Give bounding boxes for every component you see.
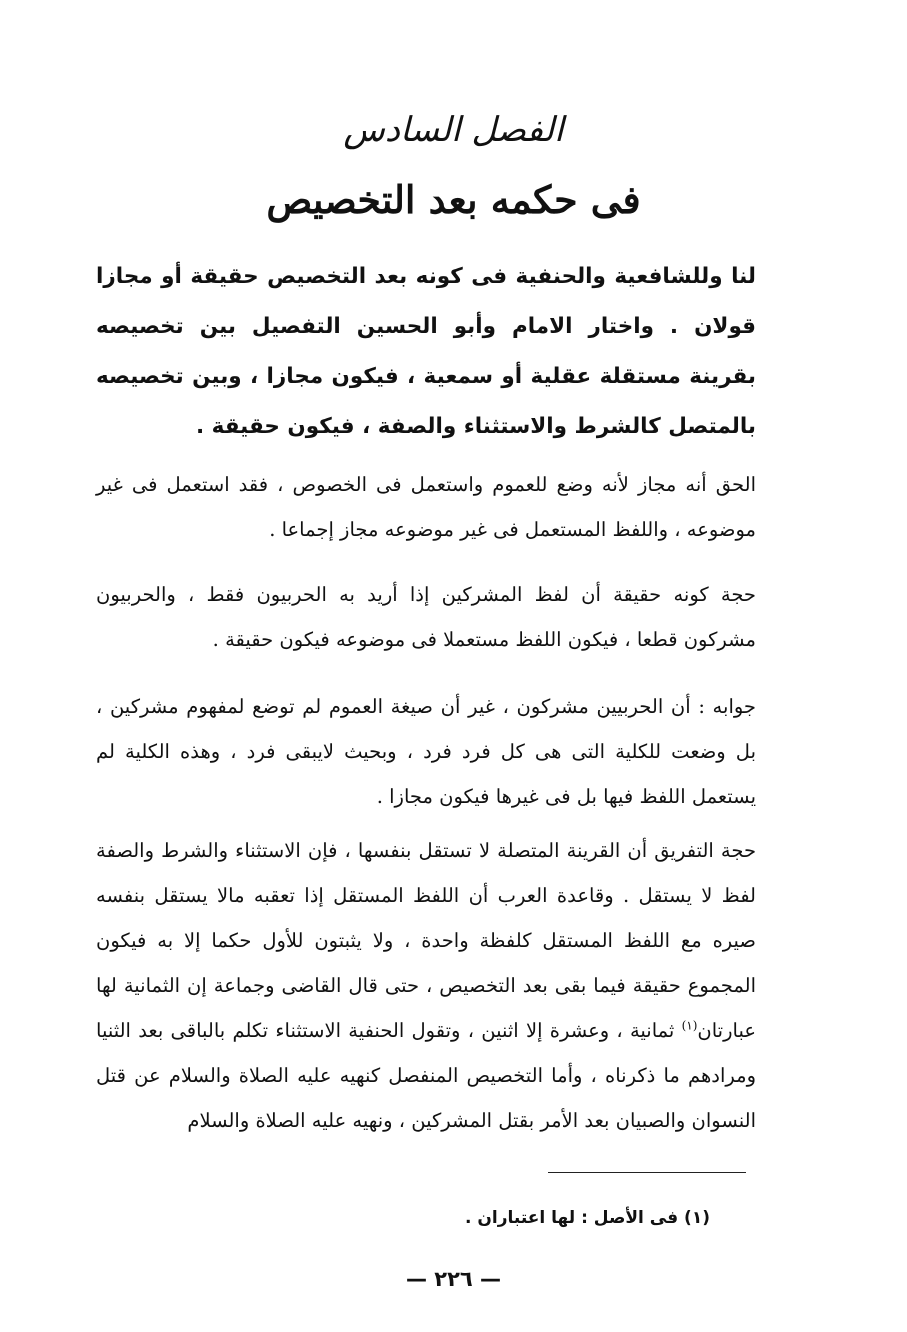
- body-paragraph: الحق أنه مجاز لأنه وضع للعموم واستعمل فى الخصوص ، فقد استعمل فى غير موضوعه ، واللفظ المستعمل فى غير موضوعه مجاز إجماعا .: [96, 473, 756, 541]
- footnote-reference: (١): [681, 1018, 698, 1033]
- chapter-title: الفصل السادس: [343, 110, 564, 150]
- footnote: (١) فى الأصل : لها اعتباران .: [465, 1208, 710, 1228]
- page-number: — ٢٢٦ —: [405, 1267, 502, 1291]
- paragraph-text-before-ref: حجة التفريق أن القرينة المتصلة لا تستقل بنفسها ، فإن الاستثناء والشرط والصفة لفظ لا يستقل . وقاعدة العرب أن اللفظ المستقل إذا تعقبه مالا يستقل بنفسه صيره مع اللفظ المستقل كلفظة واحدة ، ولا يثبتون للأول حكما إلا به فيكون المجموع حقيقة فيما بقى بعد التخصيص ، حتى قال القاضى وجماعة إن الثمانية لها عبارتان: [96, 839, 756, 1042]
- body-paragraph: حجة كونه حقيقة أن لفظ المشركين إذا أريد به الحربيون فقط ، والحربيون مشركون قطعا ، فيكون اللفظ مستعملا فى موضوعه فيكون حقيقة .: [96, 583, 756, 651]
- section-title: فى حكمه بعد التخصيص: [266, 177, 641, 222]
- body-paragraph-last: [96, 828, 756, 1143]
- body-paragraph: جوابه : أن الحربيين مشركون ، غير أن صيغة العموم لم توضع لمفهوم مشركين ، بل وضعت للكلية التى هى كل فرد فرد ، وبحيث لايبقى فرد ، وهذه الكلية لم يستعمل اللفظ فيها بل فى غيرها فيكون مجازا .: [96, 695, 756, 808]
- paragraph-text-after-ref: ثمانية ، وعشرة إلا اثنين ، وتقول الحنفية الاستثناء تكلم بالباقى بعد الثنيا ومرادهم ما ذكرناه ، وأما التخصيص المنفصل كنهيه عليه الصلاة والسلام عن قتل النسوان والصبيان بعد الأمر بقتل المشركين ، ونهيه عليه الصلاة والسلام: [96, 1019, 756, 1132]
- intro-paragraph: لنا وللشافعية والحنفية فى كونه بعد التخصيص حقيقة أو مجازا قولان . واختار الامام وأبو الحسين التفصيل بين تخصيصه بقرينة مستقلة عقلية أو سمعية ، فيكون مجازا ، وبين تخصيصه بالمتصل كالشرط والاستثناء والصفة ، فيكون حقيقة .: [96, 264, 756, 439]
- footnote-divider: [548, 1172, 746, 1173]
